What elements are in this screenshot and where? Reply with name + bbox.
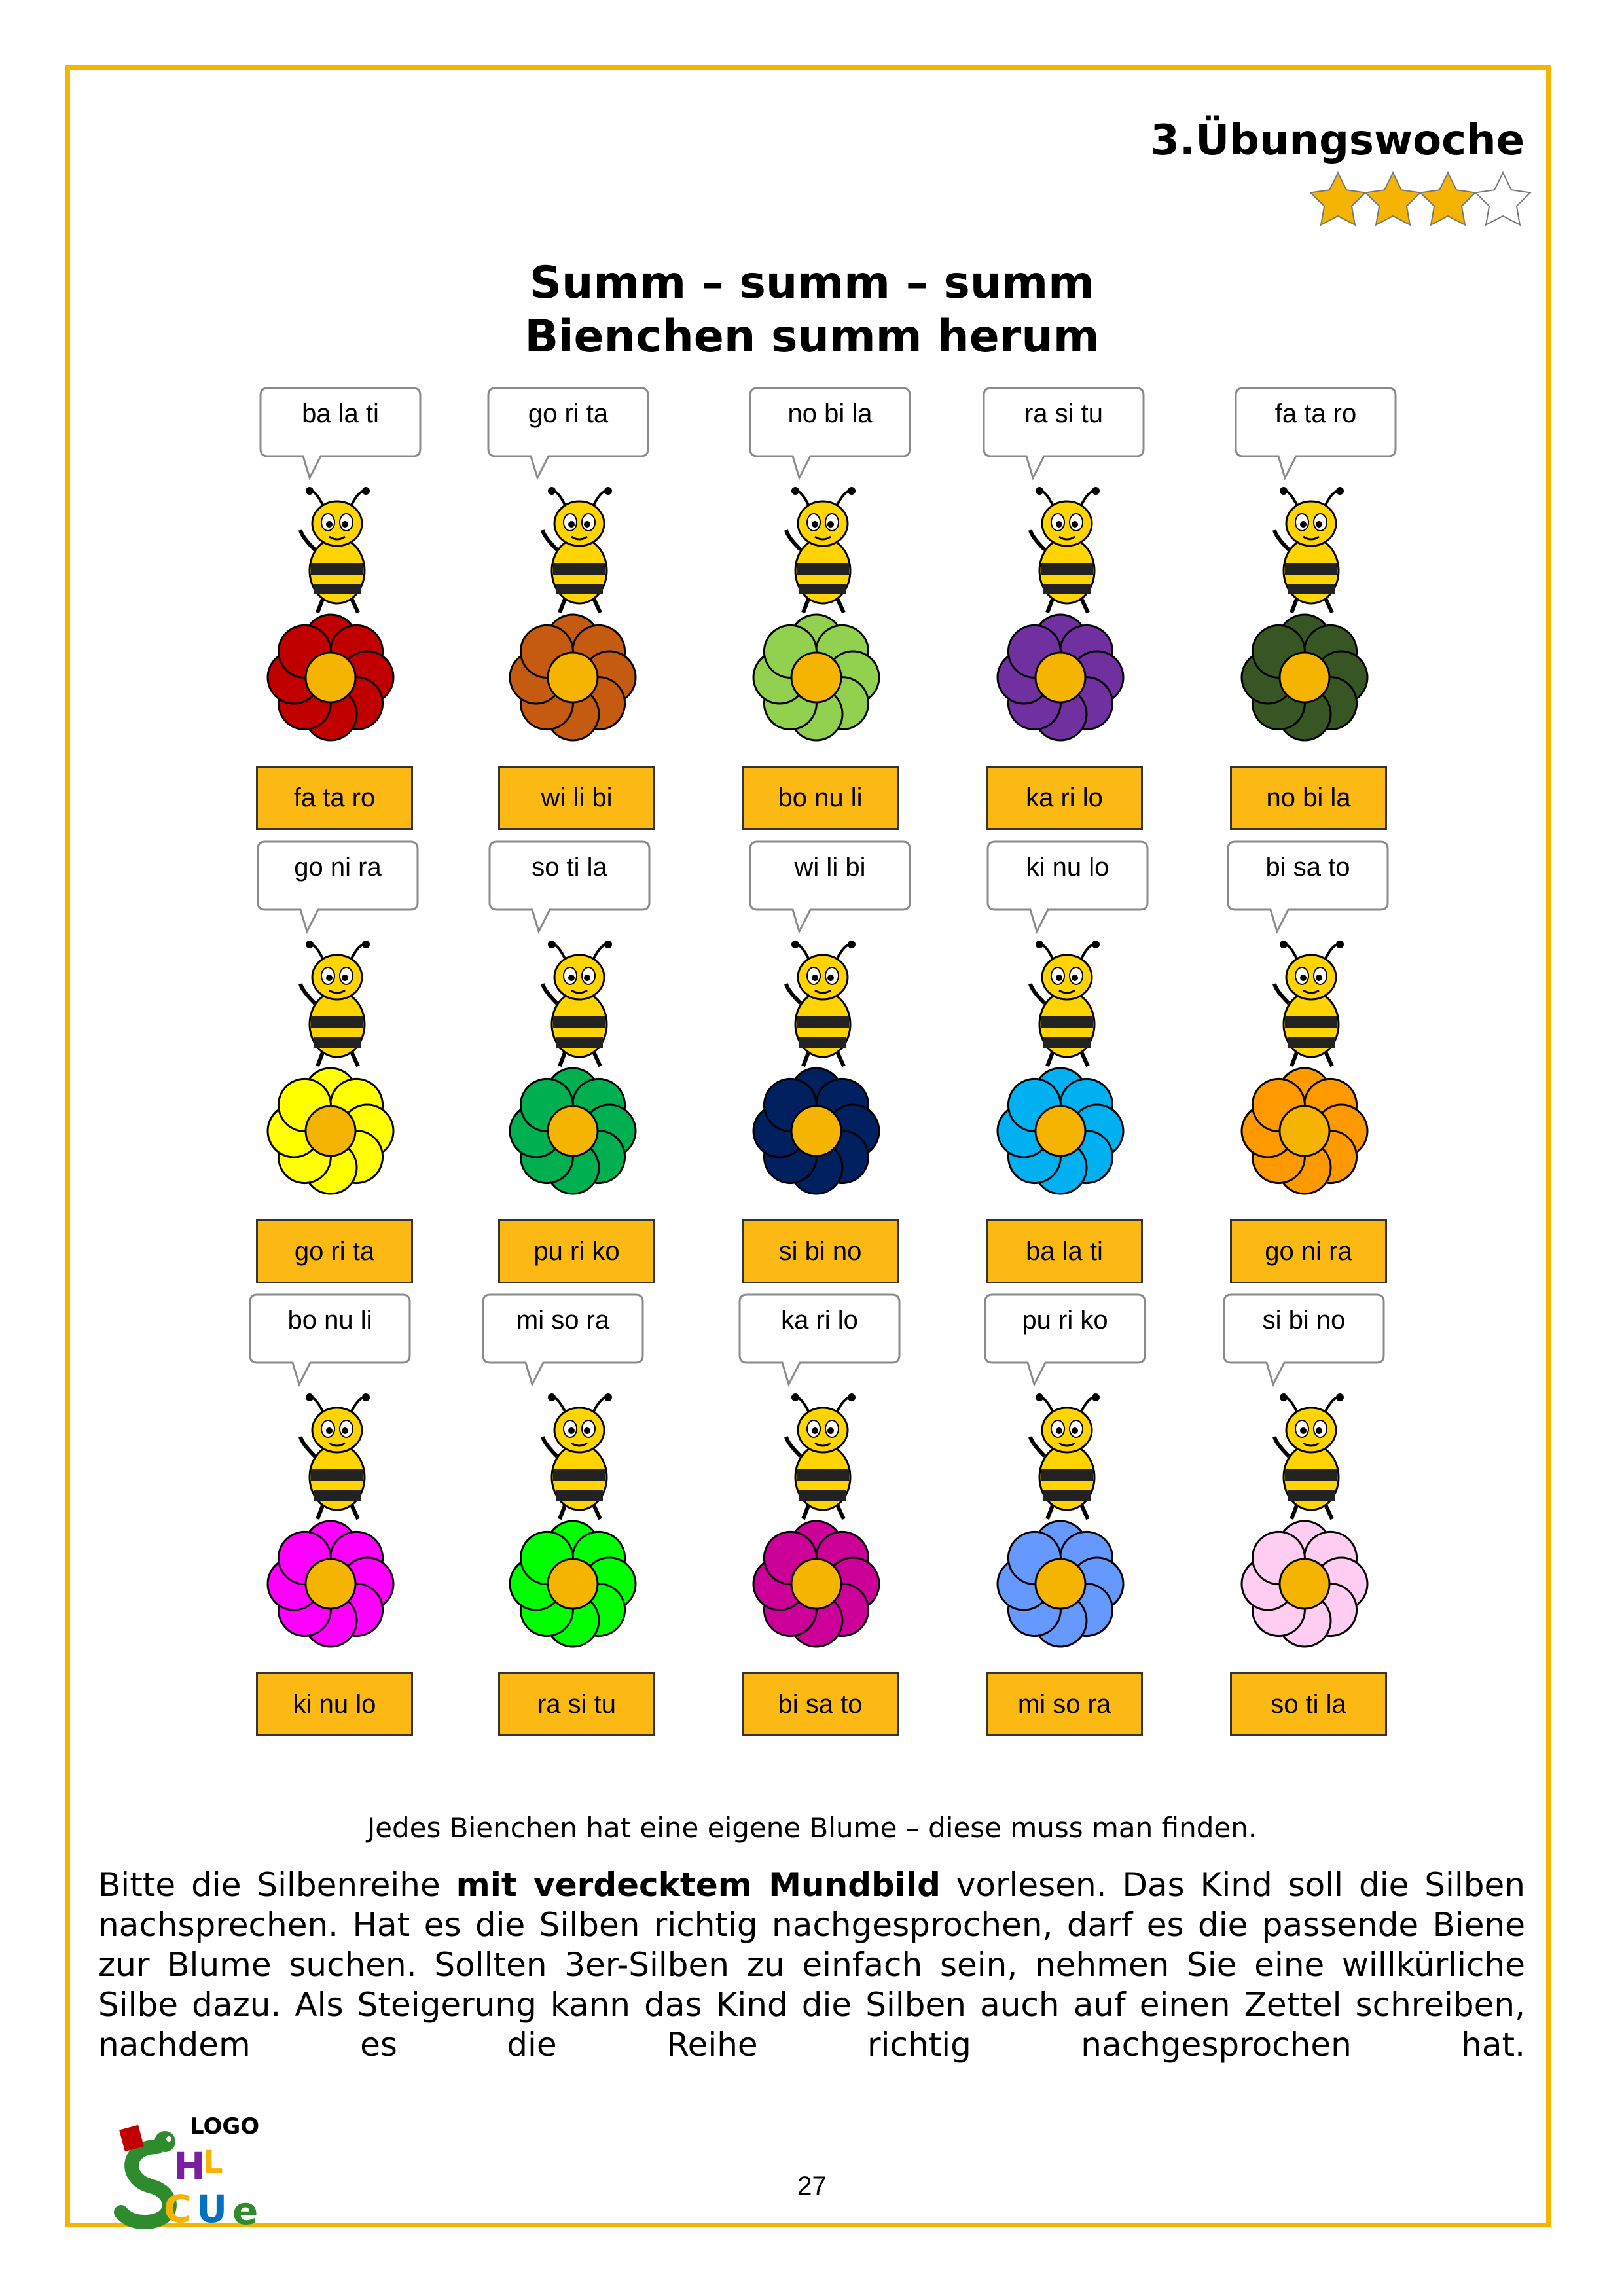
flower-icon xyxy=(507,1518,638,1649)
worksheet-title xyxy=(0,257,1624,364)
instructions-part-1: Bitte die Silbenreihe xyxy=(98,1866,456,1904)
week-heading: 3.Übungswoche xyxy=(1150,117,1525,165)
rating-stars xyxy=(1310,171,1533,230)
bee-icon xyxy=(1265,484,1357,615)
bubble-syllables: go ri ta xyxy=(528,399,609,428)
syllable-tag: go ri ta xyxy=(256,1219,413,1283)
flower-icon xyxy=(751,1518,882,1649)
bee-flower-cell xyxy=(1213,1293,1435,1947)
caption: Jedes Bienchen hat eine eigene Blume – diese muss man finden. xyxy=(367,1812,1257,1844)
page-number: 27 xyxy=(797,2172,827,2200)
bubble-syllables: fa ta ro xyxy=(1274,399,1357,428)
bee-flower-cell xyxy=(239,1293,461,1947)
flower-center xyxy=(306,1559,355,1609)
flower-icon xyxy=(751,1066,882,1196)
flower-icon xyxy=(751,612,882,743)
instructions-part-2: vorlesen. Das Kind soll die Silben nachsprechen. Hat es die Silben richtig nachgesprochen, darf es die passende Biene zur Blume suchen. Sollten 3er-Silben zu einfach sein, nehmen Sie eine willkürliche Silbe dazu. Als Steigerung kann das Kind die Silben auch auf einen Zettel schreiben, nachdem es die Reihe richtig nachgesprochen hat. xyxy=(98,1866,1525,2064)
bee-icon xyxy=(291,1391,383,1522)
svg-text:C: C xyxy=(164,2187,192,2231)
bubble-syllables: ka ri lo xyxy=(781,1306,858,1335)
title-line-2: Bienchen summ herum xyxy=(524,311,1100,363)
flower-center xyxy=(1036,653,1085,702)
bubble-syllables: bi sa to xyxy=(1265,853,1350,882)
bubble-syllables: si bi no xyxy=(1262,1306,1346,1335)
bee-flower-cell xyxy=(969,1293,1191,1947)
flower-center xyxy=(548,1106,598,1156)
bee-icon xyxy=(533,1391,625,1522)
bubble-syllables: pu ri ko xyxy=(1022,1306,1108,1335)
syllable-tag: fa ta ro xyxy=(256,766,413,830)
flower-icon xyxy=(1239,612,1370,743)
bee-icon xyxy=(1021,484,1113,615)
bubble-syllables: wi li bi xyxy=(794,853,866,882)
syllable-tag: si bi no xyxy=(742,1219,899,1283)
star-filled-icon xyxy=(1310,173,1365,225)
bee-icon xyxy=(777,1391,869,1522)
syllable-tag: ki nu lo xyxy=(256,1672,413,1736)
bee-icon xyxy=(1021,1391,1113,1522)
instructions xyxy=(98,1865,1525,2065)
logo-text-logo: LOGO xyxy=(190,2113,260,2140)
flower-center xyxy=(306,653,355,702)
svg-text:H: H xyxy=(173,2144,206,2189)
syllable-tag: no bi la xyxy=(1230,766,1387,830)
flower-icon xyxy=(507,1066,638,1196)
flower-center xyxy=(1280,1559,1329,1609)
bee-icon xyxy=(291,484,383,615)
flower-center xyxy=(1036,1559,1085,1609)
bee-icon xyxy=(1265,938,1357,1069)
syllable-tag: ra si tu xyxy=(498,1672,655,1736)
star-filled-icon xyxy=(1420,173,1475,225)
flower-center xyxy=(548,1559,598,1609)
instructions-bold: mit verdecktem Mundbild xyxy=(456,1866,941,1904)
svg-text:L: L xyxy=(203,2144,223,2181)
star-empty-icon xyxy=(1475,173,1530,225)
flower-icon xyxy=(507,612,638,743)
bee-icon xyxy=(777,938,869,1069)
bubble-syllables: bo nu li xyxy=(287,1306,372,1335)
bubble-syllables: mi so ra xyxy=(516,1306,610,1335)
star-filled-icon xyxy=(1365,173,1420,225)
bee-icon xyxy=(1021,938,1113,1069)
flower-icon xyxy=(995,1066,1126,1196)
bee-flower-cell xyxy=(481,1293,704,1947)
bee-flower-cell xyxy=(725,1293,947,1947)
flower-icon xyxy=(265,1066,396,1196)
flower-icon xyxy=(265,612,396,743)
flower-icon xyxy=(995,612,1126,743)
svg-text:e: e xyxy=(232,2189,259,2232)
syllable-tag: ka ri lo xyxy=(986,766,1143,830)
title-line-1: Summ – summ – summ xyxy=(530,257,1094,309)
syllable-tag: bo nu li xyxy=(742,766,899,830)
bubble-syllables: no bi la xyxy=(787,399,873,428)
syllable-tag: pu ri ko xyxy=(498,1219,655,1283)
syllable-tag: mi so ra xyxy=(986,1672,1143,1736)
bee-icon xyxy=(533,484,625,615)
syllable-tag: so ti la xyxy=(1230,1672,1387,1736)
bee-icon xyxy=(533,938,625,1069)
logo-schule xyxy=(111,2108,281,2232)
bubble-syllables: go ni ra xyxy=(294,853,382,882)
flower-center xyxy=(1280,653,1329,702)
syllable-tag: ba la ti xyxy=(986,1219,1143,1283)
flower-center xyxy=(791,653,841,702)
flower-icon xyxy=(1239,1518,1370,1649)
bubble-syllables: ki nu lo xyxy=(1026,853,1110,882)
flower-center xyxy=(1280,1106,1329,1156)
flower-center xyxy=(548,653,598,702)
flower-center xyxy=(791,1559,841,1609)
bubble-syllables: ba la ti xyxy=(302,399,379,428)
flower-icon xyxy=(265,1518,396,1649)
flower-icon xyxy=(1239,1066,1370,1196)
bubble-syllables: so ti la xyxy=(532,853,607,882)
svg-text:U: U xyxy=(196,2187,228,2231)
syllable-tag: bi sa to xyxy=(742,1672,899,1736)
bee-icon xyxy=(777,484,869,615)
flower-center xyxy=(306,1106,355,1156)
flower-icon xyxy=(995,1518,1126,1649)
bee-icon xyxy=(1265,1391,1357,1522)
bubble-syllables: ra si tu xyxy=(1024,399,1104,428)
syllable-tag: go ni ra xyxy=(1230,1219,1387,1283)
syllable-tag: wi li bi xyxy=(498,766,655,830)
flower-center xyxy=(1036,1106,1085,1156)
bee-icon xyxy=(291,938,383,1069)
flower-center xyxy=(791,1106,841,1156)
